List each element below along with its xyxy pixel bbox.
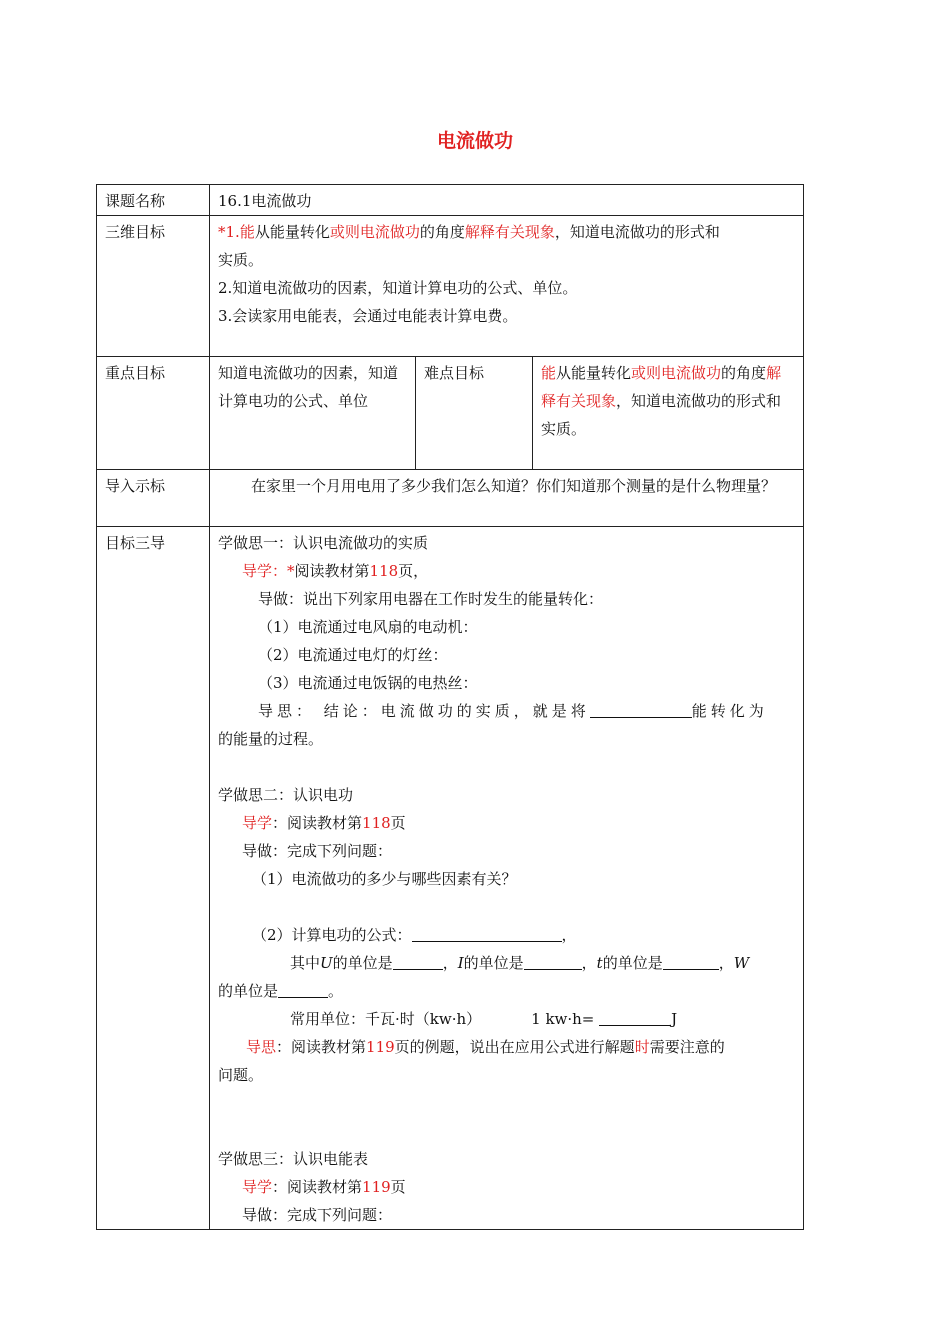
label-topic: 课题名称 bbox=[97, 185, 210, 216]
blank-unit-t[interactable] bbox=[663, 953, 719, 970]
intro-text: 在家里一个月用电用了多少我们怎么知道？你们知道那个测量的是什么物理量？ bbox=[210, 470, 804, 527]
section-1-guide: 导学：*阅读教材第118页， bbox=[242, 562, 429, 580]
section-1-do: 导做：说出下列家用电器在工作时发生的能量转化： bbox=[258, 590, 604, 608]
label-goals: 三维目标 bbox=[97, 216, 210, 357]
goal-1: *1.能从能量转化或则电流做功的角度解释有关现象，知道电流做功的形式和 bbox=[218, 223, 720, 241]
goal-1-cont: 实质。 bbox=[218, 251, 264, 269]
label-key: 重点目标 bbox=[97, 357, 210, 470]
blank-energy[interactable] bbox=[590, 701, 692, 718]
section-1-q1: （1）电流通过电风扇的电动机： bbox=[258, 618, 478, 636]
section-2-think-cont: 问题。 bbox=[218, 1066, 264, 1084]
topic-value: 16.1电流做功 bbox=[210, 185, 804, 216]
section-1-think: 导思： 结论：电流做功的实质，就是将 能转化为 bbox=[258, 702, 768, 720]
section-1-q2: （2）电流通过电灯的灯丝： bbox=[258, 646, 448, 664]
section-1-think-cont: 的能量的过程。 bbox=[218, 730, 324, 748]
goal-3: 3.会读家用电能表，会通过电能表计算电费。 bbox=[218, 307, 518, 325]
section-3-do: 导做：完成下列问题： bbox=[242, 1206, 393, 1224]
blank-unit-i[interactable] bbox=[524, 953, 582, 970]
section-3-guide: 导学：阅读教材第119页 bbox=[242, 1178, 406, 1196]
document-title: 电流做功 bbox=[436, 130, 513, 152]
difficulty-text: 能从能量转化或则电流做功的角度解释有关现象，知道电流做功的形式和实质。 bbox=[533, 357, 804, 470]
blank-unit-u[interactable] bbox=[393, 953, 443, 970]
three-content bbox=[210, 527, 804, 1230]
goals-content bbox=[210, 216, 804, 357]
section-2-units: 其中U的单位是 ，I的单位是 ，t的单位是 ，W bbox=[290, 954, 750, 972]
key-goal-text: 知道电流做功的因素，知道计算电功的公式、单位 bbox=[210, 357, 416, 470]
section-2-common-units: 常用单位：千瓦·时（kw·h） 1 kw·h= J bbox=[290, 1010, 678, 1028]
row-key bbox=[97, 357, 804, 470]
section-2-think: 导思：阅读教材第119页的例题，说出在应用公式进行解题时需要注意的 bbox=[246, 1038, 725, 1056]
goal-2: 2.知道电流做功的因素，知道计算电功的公式、单位。 bbox=[218, 279, 578, 297]
label-difficulty: 难点目标 bbox=[416, 357, 533, 470]
row-intro bbox=[97, 470, 804, 527]
row-three bbox=[97, 527, 804, 1230]
section-2-q1: （1）电流做功的多少与哪些因素有关？ bbox=[252, 870, 517, 888]
blank-formula[interactable] bbox=[412, 925, 562, 942]
section-2-guide: 导学：阅读教材第118页 bbox=[242, 814, 406, 832]
section-2-do: 导做：完成下列问题： bbox=[242, 842, 393, 860]
label-intro: 导入示标 bbox=[97, 470, 210, 527]
section-1-title: 学做思一：认识电流做功的实质 bbox=[218, 534, 429, 552]
section-2-q2: （2）计算电功的公式： ， bbox=[252, 926, 577, 944]
section-2-title: 学做思二：认识电功 bbox=[218, 786, 354, 804]
blank-kwh[interactable] bbox=[599, 1009, 671, 1026]
blank-unit-w[interactable] bbox=[278, 981, 328, 998]
row-topic bbox=[97, 185, 804, 216]
row-goals bbox=[97, 216, 804, 357]
section-2-units-cont: 的单位是 。 bbox=[218, 982, 344, 1000]
label-three: 目标三导 bbox=[97, 527, 210, 1230]
lesson-table bbox=[96, 184, 804, 1230]
section-1-q3: （3）电流通过电饭锅的电热丝： bbox=[258, 674, 478, 692]
section-3-title: 学做思三：认识电能表 bbox=[218, 1150, 369, 1168]
